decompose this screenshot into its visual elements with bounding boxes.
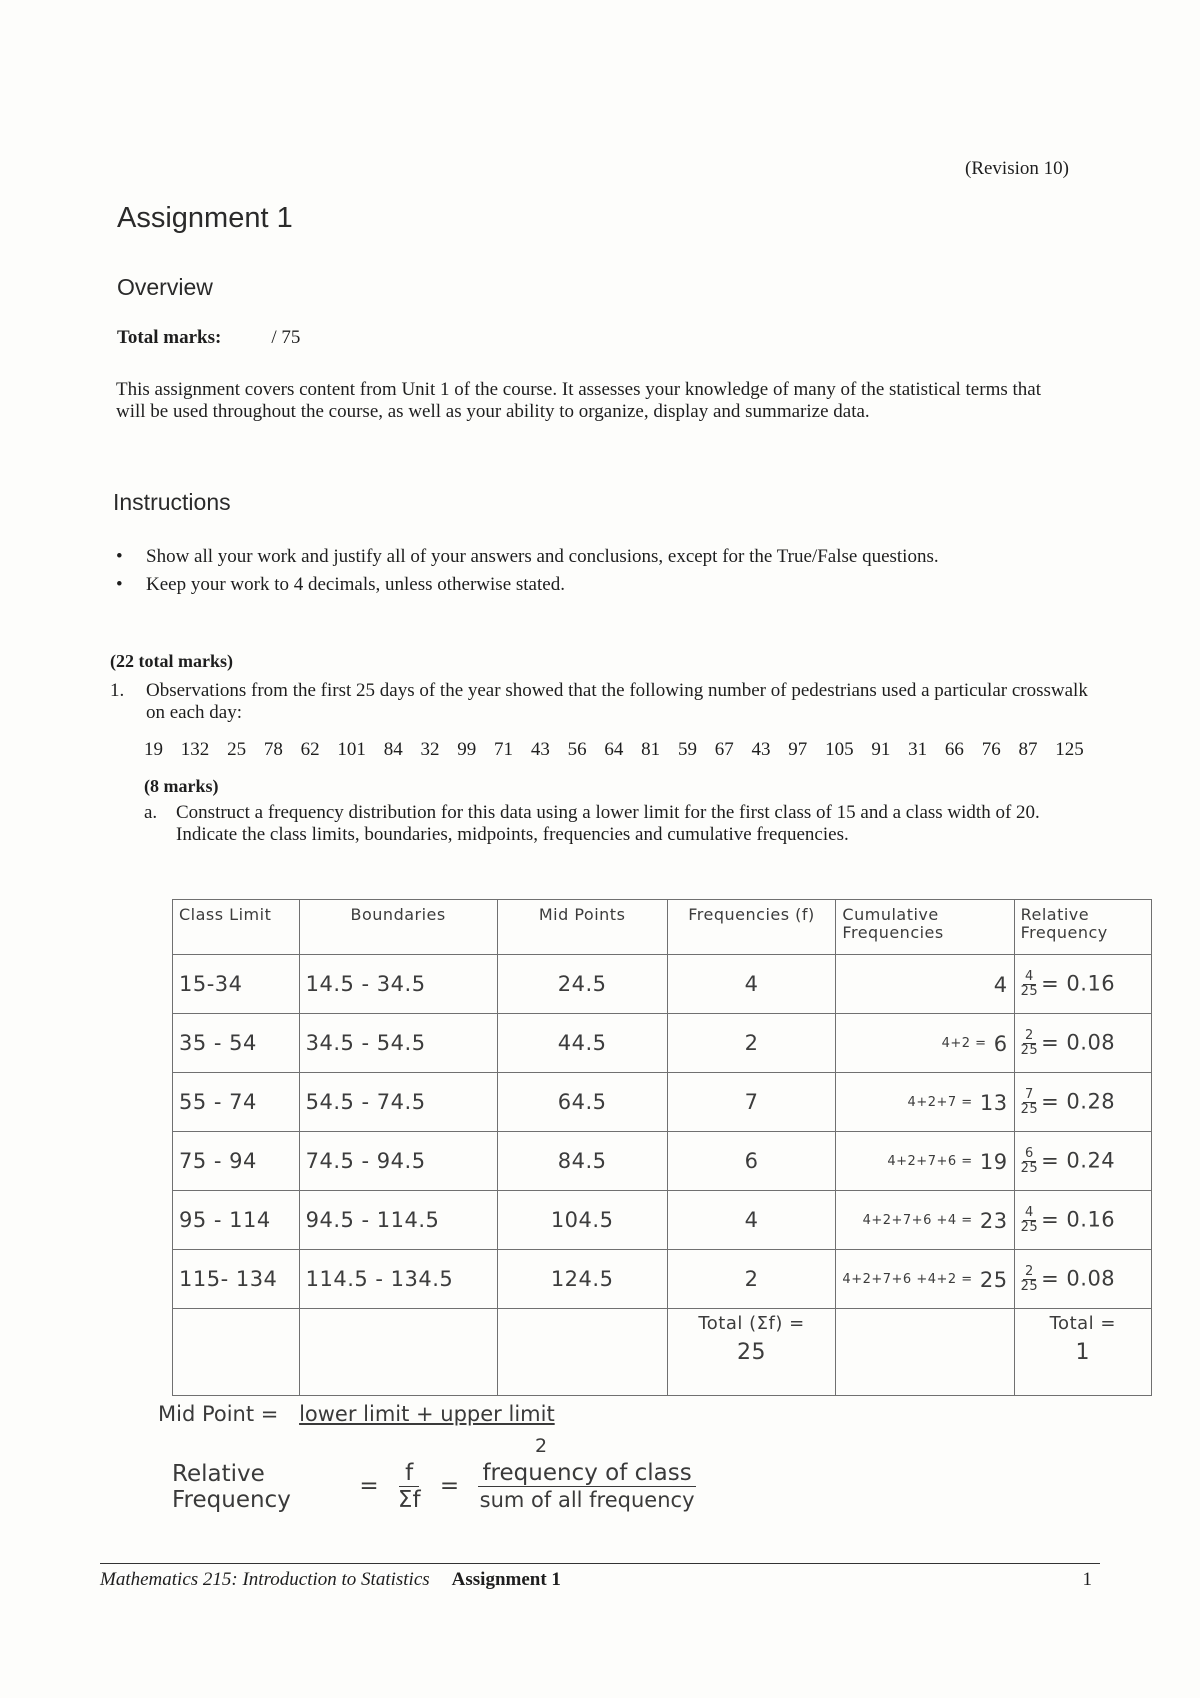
- total-marks-value: / 75: [271, 327, 301, 348]
- class-limit-cell: 55 - 74: [173, 1073, 300, 1132]
- observation-data: [144, 739, 1084, 761]
- relative-fraction-words: [478, 1460, 695, 1513]
- boundaries-cell: 54.5 - 74.5: [299, 1073, 497, 1132]
- class-limit-cell: 35 - 54: [173, 1014, 300, 1073]
- data-value: 66: [944, 739, 964, 760]
- fraction-numerator: 4: [1024, 968, 1034, 984]
- midpoint-divisor: 2: [535, 1435, 548, 1457]
- data-value: 97: [788, 739, 808, 760]
- equals-sign: =: [439, 1473, 460, 1499]
- relative-fraction: [1021, 970, 1039, 999]
- class-limit-cell: 95 - 114: [173, 1191, 300, 1250]
- total-frequency-label: Total (Σf) =: [698, 1313, 805, 1334]
- data-value: 101: [337, 739, 366, 760]
- table-cell: [497, 1309, 667, 1396]
- data-value: 105: [825, 739, 854, 760]
- relative-fraction: [1021, 1147, 1039, 1176]
- fraction-denominator-words: sum of all frequency: [479, 1488, 695, 1512]
- relative-fraction: [1021, 1265, 1039, 1294]
- data-value: 132: [180, 739, 210, 760]
- boundaries-cell: 94.5 - 114.5: [299, 1191, 497, 1250]
- data-value: 32: [420, 739, 440, 760]
- data-value: 71: [494, 739, 514, 760]
- page-number: 1: [1082, 1569, 1092, 1590]
- fraction-numerator: 7: [1024, 1086, 1034, 1102]
- relative-fraction: [398, 1460, 421, 1513]
- footer-divider: [100, 1563, 1100, 1564]
- data-value: 125: [1055, 739, 1084, 760]
- header-cell: Cumulative Frequencies: [836, 900, 1014, 955]
- data-value: 31: [908, 739, 928, 760]
- total-marks: [117, 327, 300, 349]
- cumulative-cell: [836, 1191, 1014, 1250]
- table-row: [173, 1132, 1152, 1191]
- data-value: 78: [263, 739, 283, 760]
- cumulative-value: 6: [993, 1031, 1008, 1056]
- part-label: a.: [144, 802, 158, 823]
- boundaries-cell: 14.5 - 34.5: [299, 955, 497, 1014]
- fraction-numerator: 2: [1024, 1027, 1034, 1043]
- relative-fraction: [1021, 1206, 1039, 1235]
- frequency-cell: 2: [667, 1014, 836, 1073]
- midpoint-label: Mid Point =: [158, 1402, 279, 1426]
- total-frequency-value: 25: [737, 1340, 767, 1365]
- cumulative-value: 4: [993, 972, 1008, 997]
- data-value: 56: [567, 739, 587, 760]
- class-limit-cell: 75 - 94: [173, 1132, 300, 1191]
- boundaries-cell: 74.5 - 94.5: [299, 1132, 497, 1191]
- class-limit-cell: 15-34: [173, 955, 300, 1014]
- fraction-numerator-words: frequency of class: [478, 1460, 695, 1487]
- boundaries-cell: 114.5 - 134.5: [299, 1250, 497, 1309]
- data-value: 43: [751, 739, 771, 760]
- header-cell: Relative Frequency: [1014, 900, 1151, 955]
- table-cell: [299, 1309, 497, 1396]
- question-number: 1.: [110, 680, 125, 701]
- header-cell: Boundaries: [299, 900, 497, 955]
- part-text: Construct a frequency distribution for this data using a lower limit for the first class of 15 and a class width of 20. Indicate the class limits, boundaries, midpoints, frequencies and cumulative frequencies.: [176, 802, 1040, 845]
- fraction-numerator: 4: [1024, 1204, 1034, 1220]
- instructions-list: [110, 546, 1080, 602]
- instruction-item: • Show all your work and justify all of your answers and conclusions, except for the True/False questions.: [110, 546, 1080, 568]
- class-limit-cell: 115- 134: [173, 1250, 300, 1309]
- overview-paragraph: This assignment covers content from Unit 1 of the course. It assesses your knowledge of many of the statistical terms that will be used throughout the course, as well as your ability to organize, display and summarize data.: [116, 379, 1041, 422]
- midpoint-cell: 124.5: [497, 1250, 667, 1309]
- table-cell: [667, 1309, 836, 1396]
- relative-frequency-cell: [1014, 1132, 1151, 1191]
- data-value: 62: [300, 739, 320, 760]
- fraction-denominator: 25: [1020, 1160, 1039, 1176]
- midpoint-cell: 64.5: [497, 1073, 667, 1132]
- cumulative-value: 19: [979, 1149, 1008, 1174]
- frequency-cell: 4: [667, 955, 836, 1014]
- frequency-cell: 6: [667, 1132, 836, 1191]
- table-cell: [836, 1309, 1014, 1396]
- total-marks-label: Total marks:: [117, 327, 222, 348]
- relative-frequency-cell: [1014, 955, 1151, 1014]
- relative-value: = 0.16: [1041, 1207, 1116, 1231]
- data-value: 19: [144, 739, 163, 760]
- cumulative-value: 25: [979, 1267, 1008, 1292]
- table-row: [173, 1014, 1152, 1073]
- midpoint-cell: 84.5: [497, 1132, 667, 1191]
- fraction-denominator: 25: [1020, 1101, 1039, 1117]
- question-text: Observations from the first 25 days of the year showed that the following number of pedestrians used a particular crosswalk on each day:: [146, 680, 1088, 723]
- overview-heading: Overview: [117, 274, 213, 300]
- relative-frequency-cell: [1014, 1014, 1151, 1073]
- relative-value: = 0.24: [1041, 1148, 1116, 1172]
- footer-course: Mathematics 215: Introduction to Statistics: [100, 1569, 430, 1590]
- relative-fraction: [1021, 1029, 1039, 1058]
- cumulative-expression: 4+2+7+6 =: [887, 1154, 973, 1169]
- table-row: [173, 955, 1152, 1014]
- frequency-cell: 2: [667, 1250, 836, 1309]
- data-value: 43: [530, 739, 550, 760]
- relative-value: = 0.08: [1041, 1266, 1116, 1290]
- cumulative-expression: 4+2+7 =: [907, 1095, 973, 1110]
- relative-value: = 0.16: [1041, 971, 1116, 995]
- relative-frequency-note: [172, 1460, 708, 1513]
- fraction-denominator: 25: [1020, 1042, 1039, 1058]
- header-cell: Frequencies (f): [667, 900, 836, 955]
- instructions-heading: Instructions: [113, 489, 231, 515]
- table-row: [173, 1191, 1152, 1250]
- relative-label: Relative Frequency: [172, 1460, 291, 1513]
- fraction-denominator: 25: [1020, 1219, 1039, 1235]
- data-value: 87: [1018, 739, 1038, 760]
- frequency-table: [172, 899, 1152, 1396]
- table-cell: [173, 1309, 300, 1396]
- relative-fraction: [1021, 1088, 1039, 1117]
- revision-label: (Revision 10): [965, 158, 1069, 179]
- cumulative-cell: [836, 1132, 1014, 1191]
- cumulative-value: 13: [979, 1090, 1008, 1115]
- data-value: 91: [871, 739, 891, 760]
- header-cell: Mid Points: [497, 900, 667, 955]
- data-value: 64: [604, 739, 624, 760]
- fraction-denominator: 25: [1020, 983, 1039, 999]
- total-relative-value: 1: [1075, 1340, 1091, 1365]
- data-value: 67: [714, 739, 734, 760]
- header-cell: Class Limit: [173, 900, 300, 955]
- relative-frequency-cell: [1014, 1250, 1151, 1309]
- midpoint-cell: 24.5: [497, 955, 667, 1014]
- table-row: [173, 1073, 1152, 1132]
- boundaries-cell: 34.5 - 54.5: [299, 1014, 497, 1073]
- relative-value: = 0.28: [1041, 1089, 1116, 1113]
- fraction-numerator: f: [399, 1460, 419, 1487]
- midpoint-cell: 44.5: [497, 1014, 667, 1073]
- section-marks: (22 total marks): [110, 651, 233, 671]
- data-value: 25: [227, 739, 247, 760]
- table-total-row: [173, 1309, 1152, 1396]
- cumulative-cell: [836, 955, 1014, 1014]
- cumulative-cell: [836, 1250, 1014, 1309]
- midpoint-formula: lower limit + upper limit: [299, 1402, 555, 1426]
- cumulative-expression: 4+2 =: [941, 1036, 987, 1051]
- question-marks: (8 marks): [144, 776, 219, 796]
- table-header-row: [173, 900, 1152, 955]
- fraction-denominator: Σf: [397, 1487, 421, 1513]
- relative-frequency-cell: [1014, 1191, 1151, 1250]
- question-1: [110, 680, 1090, 724]
- instruction-item: • Keep your work to 4 decimals, unless otherwise stated.: [110, 574, 1080, 596]
- cumulative-expression: 4+2+7+6 +4 =: [862, 1213, 973, 1228]
- table-row: [173, 1250, 1152, 1309]
- table-cell: [1014, 1309, 1151, 1396]
- midpoint-cell: 104.5: [497, 1191, 667, 1250]
- total-relative-label: Total =: [1049, 1313, 1116, 1334]
- relative-value: = 0.08: [1041, 1030, 1116, 1054]
- midpoint-note: [158, 1402, 555, 1426]
- frequency-cell: 4: [667, 1191, 836, 1250]
- page-title: Assignment 1: [117, 202, 293, 234]
- data-value: 84: [383, 739, 403, 760]
- data-value: 81: [641, 739, 661, 760]
- data-value: 76: [981, 739, 1001, 760]
- footer-assignment: Assignment 1: [451, 1569, 561, 1590]
- relative-frequency-cell: [1014, 1073, 1151, 1132]
- frequency-cell: 7: [667, 1073, 836, 1132]
- question-part-a: [144, 802, 1044, 846]
- cumulative-cell: [836, 1014, 1014, 1073]
- cumulative-expression: 4+2+7+6 +4+2 =: [842, 1272, 973, 1287]
- data-value: 59: [677, 739, 697, 760]
- cumulative-cell: [836, 1073, 1014, 1132]
- page-footer: [100, 1569, 1100, 1591]
- fraction-denominator: 25: [1020, 1278, 1039, 1294]
- data-value: 99: [457, 739, 477, 760]
- fraction-numerator: 2: [1024, 1263, 1034, 1279]
- equals-sign: =: [359, 1473, 379, 1499]
- cumulative-value: 23: [979, 1208, 1008, 1233]
- fraction-numerator: 6: [1024, 1145, 1034, 1161]
